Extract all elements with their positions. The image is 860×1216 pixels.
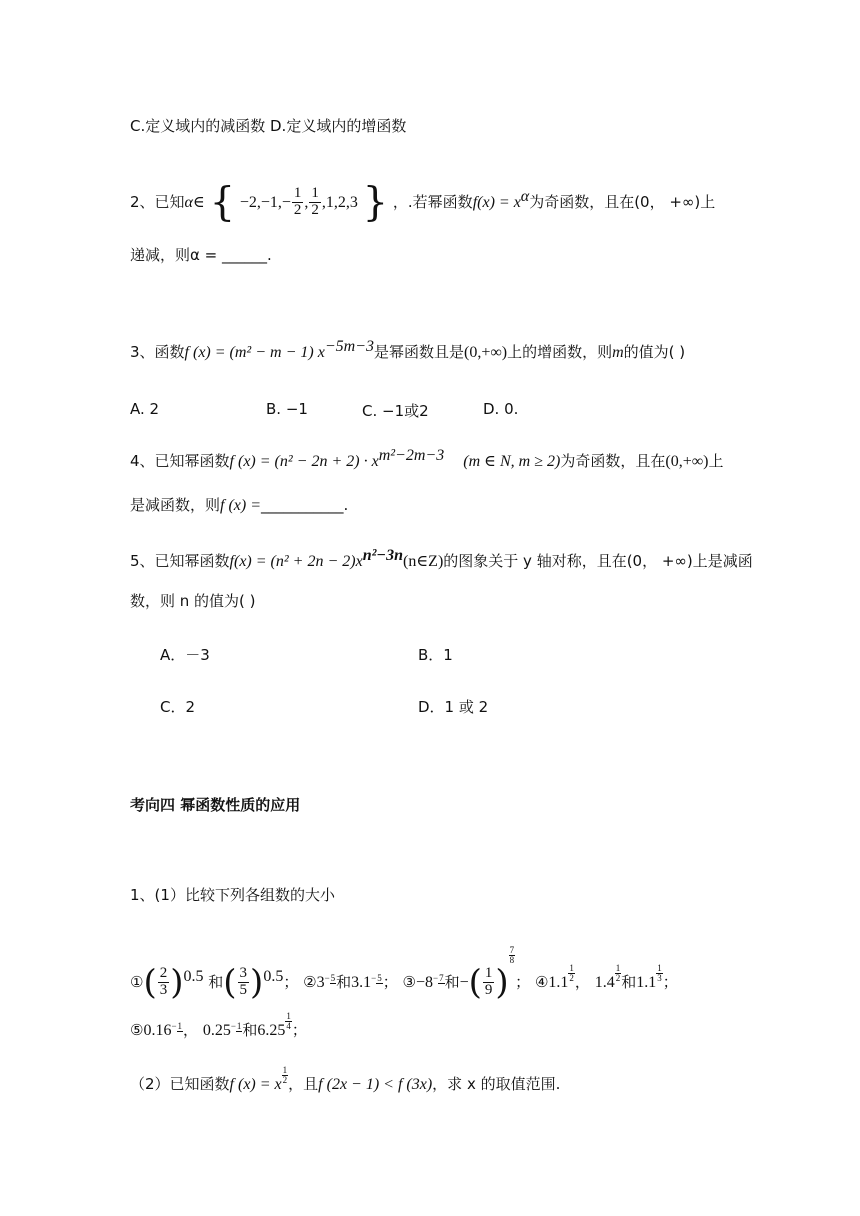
p1-group-line2: ⑤0.16−1， 0.25−1和6.25 $\frac{1}{4}$ ； xyxy=(130,1011,307,1039)
q5-func: f(x) = (n² + 2n − 2)x xyxy=(229,553,363,570)
q5-line1: 5、已知幂函数$f(x) = (n^2 + 2n - 2)x^{n^2-3n}(n\in Z)$的图象关于 y 轴对称，且在(0， +∞)上是减函 xyxy=(130,547,753,570)
q4-line2: 是减函数，则f (x) =___________. xyxy=(130,496,349,514)
q1-options-cd: C.定义域内的减函数 D.定义域内的增函数 xyxy=(130,117,407,135)
q3-option-a: A. 2 xyxy=(130,400,160,418)
q5-option-a: A．－3 xyxy=(160,646,210,664)
q5-line2: 数，则 n 的值为( ) xyxy=(130,592,256,610)
right-brace: } xyxy=(362,179,389,226)
q3-option-c: C. −1或2 xyxy=(362,402,429,420)
p1-group-line1: ①( $\frac{2}{3}$ )$^{0.5}$ 和( $\frac{3}{5}$ )$^{0.5}$； ②3−5和3.1−5； ③−8−7和−( $\frac{1}{9}$ ) $\frac{7}{8}$ ； ④1.1 $\frac{1}{2}$ ， 1.4 $\frac{1}{2}$ 和1.1 $\frac{1}{3}$ ； xyxy=(130,945,678,1003)
q2-prefix: 2、已知 xyxy=(130,192,185,211)
q5-option-b: B．1 xyxy=(418,646,453,664)
fraction-half: $\frac{1}{2}$ xyxy=(293,185,302,218)
p1-title: 1、(1）比较下列各组数的大小 xyxy=(130,886,335,904)
fraction-half: $\frac{1}{2}$ xyxy=(311,185,319,218)
q4-line1: 4、已知幂函数f $(x) = (n^2 - 2n + 2) \cdot x^{m^2-2m-3}$ (m ∈ N, m ≥ 2)为奇函数，且在(0,+∞)上 xyxy=(130,447,724,470)
p1-part2: （2）已知函数f (x) = x $\frac{1}{2}$ ，且f (2x − 1) < f (3x)，求 x 的取值范围. xyxy=(130,1065,561,1093)
q3-line: 3、函数f (x) = (m² − m − 1) $x^{-5m-3}$是幂函数且是(0,+∞)上的增函数，则m的值为( ) xyxy=(130,338,686,361)
q5-option-c: C．2 xyxy=(160,698,196,716)
left-brace: { xyxy=(209,179,236,226)
q3-option-d: D. 0. xyxy=(483,400,519,418)
section-title: 考向四 幂函数性质的应用 xyxy=(130,796,301,814)
q4-func: f (x) = (n² − 2n + 2) · x xyxy=(229,453,379,470)
q2-line1: 2、已知α∈ { −2,−1,− $\frac{1}{2}$ , $\frac{1}{2}$ ,1,2,3 } ，.若幂函数$f(x) = x^\alpha$为奇函数，且在(0， +∞)上 xyxy=(130,179,716,226)
q2-func: f(x) = x xyxy=(472,193,521,211)
q3-func: f (x) = (m² − m − 1) x xyxy=(184,344,325,361)
q3-option-b: B. −1 xyxy=(266,400,308,418)
q2-line2: 递减，则α = ______. xyxy=(130,246,272,264)
q5-option-d: D．1 或 2 xyxy=(418,698,489,716)
